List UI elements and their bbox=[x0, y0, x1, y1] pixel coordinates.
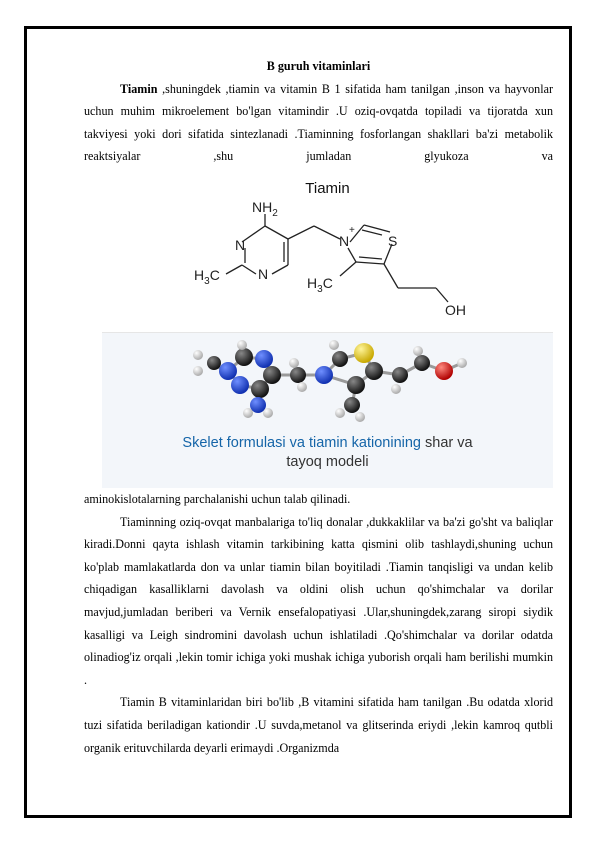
atom-h3c-1: $H_3C$ bbox=[194, 266, 220, 287]
figure-title: Tiamin bbox=[305, 179, 350, 197]
page-title: B guruh vitaminlari bbox=[266, 59, 371, 73]
caption-line-2: tayoq modeli bbox=[286, 453, 369, 470]
atom-nh2: $NH_2$ bbox=[252, 198, 278, 219]
skeletal-formula-panel bbox=[102, 172, 553, 332]
charge-plus: + bbox=[349, 224, 355, 236]
paragraph-1 bbox=[84, 78, 553, 168]
paragraph-2: Tiaminning oziq-ovqat manbalariga to'liq donalar ,dukkaklilar va ba'zi go'sht va baliqlar kiradi.Donni qayta ishlash vitamin tarkibining katta qismini olib tashlaydi,shuning uchun ko'plab mamlakatlarda don va unlar tiamin bilan boyitiladi .Tiamin tanqisligi va undan kelib chiqadigan kasalliklarni davolash va oldini olish uchun qo'shimchalar va dorilar mavjud,jumladan beriberi va Vernik ensefalopatiyasi .Ular,shuningdek,zarang siropi siydik kasalligi va Leigh sindromini davolash uchun ishlatiladi .Qo'shimchalar va dorilar odatda olinadiog'iz orqali ,lekin tomir ichiga yoki mushak ichiga yuborish orqali ham berilishi mumkin . bbox=[84, 514, 553, 687]
ball-and-stick-panel bbox=[102, 333, 553, 488]
paragraph-3: Tiamin B vitaminlaridan biri bo'lib ,B vitamini sifatida ham tanilgan .Bu odatda xlorid tuzi sifatida beriladigan kationdir .U suvda,metanol va glitserinda eriydi ,lekin kamroq qutbli organik erituvchilarda deyarli erimaydi .Organizmda bbox=[84, 695, 553, 755]
thiamine-figure bbox=[102, 172, 553, 488]
atom-n2: N bbox=[258, 265, 269, 282]
paragraph-1-text: ,shuningdek ,tiamin va vitamin B 1 sifatida ham tanilgan ,inson va hayvonlar uchun muhim mikroelement bo'lgan vitamindir .U oziq-ovqatda topiladi va tijoratda xun takviyesi yoki dori sifatida sintezlanadi .Tiaminning fosforlangan shakllari ba'zi metabolik reaktsiyalar ,shu jumladan glyukoza va bbox=[84, 81, 553, 164]
atom-s: S bbox=[388, 232, 398, 249]
caption-highlight: Skelet formulasi va tiamin kationining bbox=[182, 434, 421, 451]
bold-term-tiamin: Tiamin bbox=[120, 81, 158, 96]
atom-h3c-2: $H_3C$ bbox=[307, 274, 333, 295]
caption-rest: shar va bbox=[420, 434, 473, 451]
atom-n1: N bbox=[235, 236, 246, 253]
ball-and-stick-model bbox=[102, 333, 553, 428]
atom-n-plus: N bbox=[339, 232, 350, 249]
figure-caption bbox=[102, 434, 553, 472]
paragraph-1-continuation: aminokislotalarning parchalanishi uchun talab qilinadi. bbox=[84, 491, 351, 506]
atom-oh: OH bbox=[445, 301, 466, 318]
document-body bbox=[84, 55, 553, 759]
